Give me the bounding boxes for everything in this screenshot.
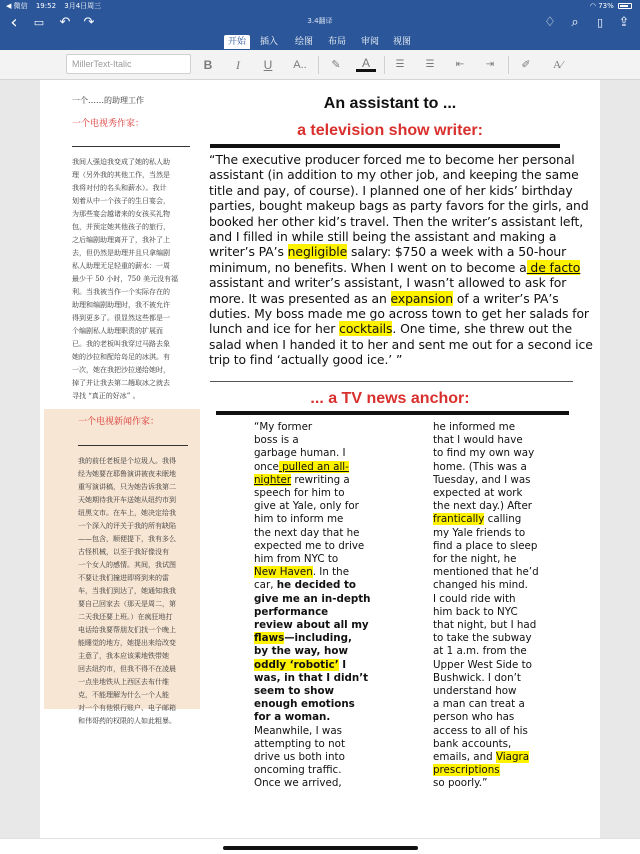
text-run: expected at work <box>433 487 523 500</box>
text-run: “The executive producer forced me to become her personal <box>209 152 575 167</box>
zh-line: 和伟哥药的权限的人如此粗暴。 <box>78 717 176 725</box>
battery-icon <box>618 3 632 9</box>
text-run: changed his mind. <box>433 579 528 592</box>
text-run: . One time, she threw out the <box>392 321 573 337</box>
font-color-icon[interactable]: A <box>356 56 376 72</box>
text-line <box>254 738 404 751</box>
highlighted-term: enough emotions <box>254 698 355 711</box>
highlighted-term: pulled an all- <box>278 460 349 473</box>
highlighted-term: for a woman. <box>254 711 331 724</box>
text-line <box>209 244 569 259</box>
toolbar-divider <box>318 56 319 74</box>
numbered-list-icon[interactable]: ☰ <box>425 59 435 70</box>
zh-line: 为那些宴会越诸来的女孩买礼物 <box>72 210 170 218</box>
text-run: speech for him to <box>254 487 345 500</box>
anchor-column-right <box>433 421 583 791</box>
section-rule <box>216 411 569 415</box>
text-run: once <box>254 460 279 473</box>
tab-insert[interactable]: 插入 <box>259 37 278 47</box>
zh-line: 能睡觉的地方，她提出来给改变 <box>78 639 176 647</box>
text-line <box>254 579 404 592</box>
text-line <box>254 461 404 474</box>
highlighted-term: New Haven <box>254 566 313 579</box>
share-icon[interactable]: ⇪ <box>618 15 630 30</box>
text-line <box>433 593 583 606</box>
text-run: access to all of his <box>433 724 528 737</box>
highlighted-term: negligible <box>287 244 348 260</box>
zh-line: 一个女人的感情。其间，我试图 <box>78 561 176 569</box>
text-line <box>433 645 583 658</box>
text-run: garbage human. I <box>254 447 346 460</box>
text-run: to take the subway <box>433 632 532 645</box>
zh-line: 我将对付的名头和薪水）。我计 <box>72 184 167 192</box>
ribbon-tabs <box>0 34 640 50</box>
text-line <box>254 447 404 460</box>
battery-percent: 73% <box>598 2 614 10</box>
text-line <box>433 751 583 764</box>
highlighted-term: review about all my <box>254 619 369 632</box>
text-run: Tuesday, and I was <box>433 473 531 486</box>
text-line <box>209 182 573 198</box>
text-line <box>433 474 583 487</box>
text-run: understand how <box>433 685 517 698</box>
highlighted-term: frantically <box>433 513 485 526</box>
anchor-column-left <box>254 421 404 791</box>
text-run: salad when I handed it to her and sent me out for a second ice <box>209 336 593 352</box>
text-line <box>254 606 404 619</box>
text-line <box>433 434 583 447</box>
text-line <box>254 632 404 645</box>
text-line <box>209 198 589 214</box>
italic-icon[interactable]: I <box>236 58 240 72</box>
text-line <box>433 606 583 619</box>
zh-heading-red: 一个电视秀作家： <box>72 119 145 129</box>
text-run: booked her other kid’s travel. Then the writer’s assistant left, <box>209 213 584 229</box>
text-line <box>433 777 583 790</box>
text-run: assistant and writer’s assistant, I wasn’t allowed to ask for <box>209 275 567 291</box>
highlighted-term: expansion <box>390 290 454 306</box>
text-run: salary: $750 a week with a 50-hour <box>347 244 567 260</box>
text-line <box>433 698 583 711</box>
status-bar <box>0 0 640 12</box>
text-line <box>254 698 404 711</box>
text-run: him from NYC to <box>254 553 339 566</box>
zh-translation-2 <box>78 455 196 728</box>
highlighted-term: seem to show <box>254 685 335 698</box>
text-line <box>433 764 583 777</box>
text-run: that I would have <box>433 434 523 447</box>
text-run: he informed me <box>433 421 516 433</box>
text-run: emails, and <box>433 751 496 764</box>
highlighted-term: was, in that I didn’t <box>254 671 369 684</box>
zh-heading-red-2: 一个电视新闻作家： <box>78 417 160 427</box>
text-run: him back to NYC <box>433 605 518 618</box>
zh-heading: 一个……的助理工作 <box>72 96 144 105</box>
text-line <box>209 213 584 229</box>
text-run: home. (This was a <box>433 460 527 473</box>
text-run: for the night, he <box>433 553 517 566</box>
highlighted-term: de facto <box>526 259 581 275</box>
text-run: give at Yale, only for <box>254 500 359 513</box>
toolbar-divider <box>384 56 385 74</box>
zh-line: 得到更多了。很显然这些都是一 <box>72 314 170 322</box>
zh-line: 古怪机械，以至于我好像没有 <box>78 548 169 556</box>
highlighted-term: flaws <box>254 632 285 645</box>
zh-line: 一次，她在我把沙拉递给她时， <box>72 366 170 374</box>
text-line <box>433 513 583 526</box>
text-line <box>254 527 404 540</box>
text-effects-icon[interactable]: A.. <box>293 59 307 71</box>
text-line <box>433 566 583 579</box>
wifi-icon: ◠ <box>589 2 596 10</box>
paragraph-format-icon[interactable]: ✐ <box>521 59 531 71</box>
text-run: rewriting a <box>291 473 350 486</box>
zh-line: 一个深入的评关于我的所有缺陷 <box>78 522 176 530</box>
text-line <box>433 725 583 738</box>
highlight-icon[interactable]: ✎ <box>331 59 341 71</box>
highlighted-term: Viagra <box>495 751 530 764</box>
text-line <box>254 500 404 513</box>
text-run: bank accounts, <box>433 737 512 750</box>
text-line <box>254 434 404 447</box>
text-run: him to inform me <box>254 513 344 526</box>
highlighted-term: —including, <box>284 632 352 645</box>
text-line <box>433 685 583 698</box>
text-line <box>209 352 569 367</box>
bold-icon[interactable]: B <box>203 58 213 72</box>
text-line <box>254 487 404 500</box>
zh-line: 已。我的老板叫我穿过马路去象 <box>72 340 170 348</box>
text-line <box>254 685 404 698</box>
text-run: at 1 a.m. from the <box>433 645 527 658</box>
zh-line: 车，当我们到达了，她通知我我 <box>78 587 176 595</box>
text-run: minimum, no benefits. When I went on to become a <box>209 259 527 275</box>
text-line <box>433 659 583 672</box>
text-line <box>433 619 583 632</box>
styles-icon[interactable]: A⁄ <box>553 59 563 71</box>
formatting-toolbar <box>0 50 640 80</box>
text-line <box>254 566 404 579</box>
text-run: assistant (in addition to my other job, and keeping the same <box>209 167 579 183</box>
section-title-anchor: ... a TV news anchor: <box>310 390 470 407</box>
redo-icon[interactable]: ↷ <box>83 15 95 30</box>
text-line <box>433 579 583 592</box>
text-line <box>254 421 404 434</box>
back-chevron-icon[interactable]: ‹ <box>10 12 18 33</box>
article-title: An assistant to ... <box>323 95 457 112</box>
text-run: Once we arrived, <box>254 777 342 790</box>
text-line <box>254 540 404 553</box>
text-line <box>433 672 583 685</box>
text-line <box>254 751 404 764</box>
zh-line: 包，并预定她其他孩子的旅行， <box>72 223 170 231</box>
text-line <box>254 672 404 685</box>
text-line <box>433 632 583 645</box>
highlighted-term: cocktails <box>339 321 393 337</box>
zh-translation-1 <box>72 156 190 403</box>
section-rule <box>210 144 560 148</box>
text-run: trip to find ‘actually good ice.’ ” <box>209 352 403 368</box>
lightbulb-icon[interactable]: ♢ <box>544 15 556 30</box>
font-name-field[interactable]: MillerText-Italic <box>66 54 191 74</box>
text-run: Meanwhile, I was <box>254 724 343 737</box>
text-run: and I filled in while still being the assistant and making a <box>209 229 557 245</box>
highlighted-term: I <box>338 658 347 671</box>
zh-line: 她的沙拉和配给岛足的冰淇。有 <box>72 353 170 361</box>
writer-paragraph <box>209 152 593 368</box>
zh-line: 划着从中一个孩子的生日宴会， <box>72 197 170 205</box>
zh-line: 电话给我要帮朋友们找一个晚上 <box>78 626 176 634</box>
zh-line: 个编剧私人助理职责的扩展而 <box>72 327 163 335</box>
text-line <box>433 540 583 553</box>
text-line <box>254 645 404 658</box>
text-run: so poorly.” <box>433 777 488 790</box>
divider <box>78 445 188 446</box>
zh-line: 去，但仍然是助理并且只拿编剧 <box>72 249 170 257</box>
app-header <box>0 0 640 50</box>
highlighted-term: prescriptions <box>433 764 500 777</box>
zh-line: 二天我还要上班。）在疯狂地打 <box>78 613 173 621</box>
zh-line: 要自己回家去（那天是周二，第 <box>78 600 176 608</box>
highlighted-term: oddly ‘robotic’ <box>254 658 339 671</box>
text-line <box>433 711 583 724</box>
toolbar-divider <box>508 56 509 74</box>
text-run: parties, bought makeup bags as party favors for the girls, and <box>209 198 589 214</box>
zh-line: 我间人强迫我变成了她的私人助 <box>72 158 170 166</box>
text-line <box>254 725 404 738</box>
text-run: a man can treat a <box>433 698 525 711</box>
text-line <box>209 152 575 167</box>
text-line <box>209 321 573 337</box>
zh-line: 克，不能理解为什么一个人能 <box>78 691 169 699</box>
zh-line: 理（另外我的其他工作，当然是 <box>72 171 170 179</box>
text-line <box>209 291 569 306</box>
text-run: expected me to drive <box>254 539 365 552</box>
text-run: my Yale friends to <box>433 526 526 539</box>
decrease-indent-icon[interactable]: ⇤ <box>455 59 465 70</box>
status-time: 19:52 <box>35 2 57 10</box>
text-run: . In the <box>312 566 350 579</box>
text-run: Bushwick. I don’t <box>433 671 521 684</box>
zh-line: 重写演讲稿，只为她告诉我第二 <box>78 483 176 491</box>
text-line <box>433 500 583 513</box>
text-line <box>209 259 581 275</box>
file-menu-icon[interactable]: ▭ <box>33 16 45 29</box>
text-run: calling <box>484 513 522 526</box>
tab-view[interactable]: 视图 <box>392 37 411 47</box>
text-line <box>433 527 583 540</box>
text-run: writer’s PA’s <box>209 244 288 260</box>
text-run: Upper West Side to <box>433 658 532 671</box>
text-line <box>433 487 583 500</box>
highlighted-term: give me an in-depth <box>254 592 371 605</box>
search-icon[interactable]: ⌕ <box>571 15 579 30</box>
text-line <box>433 447 583 460</box>
text-line <box>254 553 404 566</box>
text-run: find a place to sleep <box>433 539 538 552</box>
text-line <box>433 553 583 566</box>
divider <box>72 146 190 147</box>
text-run: attempting to not <box>254 737 345 750</box>
highlighted-term: by the way, how <box>254 645 348 658</box>
app-toolbar <box>0 12 640 34</box>
zh-line: 一点坐地铁从上西区去布什维 <box>78 678 169 686</box>
mobile-view-icon[interactable]: ▯ <box>596 16 604 29</box>
status-date: 3月4日周三 <box>64 2 102 10</box>
text-line <box>254 619 404 632</box>
zh-line: 不要让我们撞进即将到来的雷 <box>78 574 169 582</box>
bullet-list-icon[interactable]: ☰ <box>395 59 405 70</box>
text-run: “My former <box>254 421 313 433</box>
text-run: boss is a <box>254 434 299 447</box>
back-to-app-link[interactable]: ◀ 微信 <box>6 2 28 10</box>
zh-line: 主意了，我本应该乘地铁带她 <box>78 652 169 660</box>
text-line <box>254 711 404 724</box>
text-line <box>433 461 583 474</box>
zh-line: 利。当我被当作一个实际存在的 <box>72 288 170 296</box>
zh-line: 之后编剧助理离开了，我补了上 <box>72 236 170 244</box>
zh-line: 纽黑文市。在车上，她决定给我 <box>78 509 176 517</box>
tab-draw[interactable]: 绘图 <box>294 37 313 47</box>
text-line <box>254 593 404 606</box>
text-line <box>433 738 583 751</box>
zh-line: 回去纽约市，但我不得不在凌晨 <box>78 665 176 673</box>
text-run: drive us both into <box>254 751 345 764</box>
highlighted-term: he decided to <box>276 579 356 592</box>
text-run: the next day.) After <box>433 500 533 513</box>
highlighted-term: nighter <box>254 473 292 486</box>
text-run: mentioned that he’d <box>433 566 539 579</box>
document-title: 3.4翻译 <box>307 17 333 25</box>
text-line <box>254 764 404 777</box>
increase-indent-icon[interactable]: ⇥ <box>485 59 495 70</box>
highlighted-term: performance <box>254 605 329 618</box>
text-line <box>209 275 569 290</box>
zh-line: 助理和编剧助理时，我不被允许 <box>72 301 170 309</box>
zh-line: 对一个有他银行账户、电子邮箱 <box>78 704 176 712</box>
tab-review[interactable]: 审阅 <box>360 37 379 47</box>
text-line <box>209 306 589 322</box>
undo-icon[interactable]: ↶ <box>59 15 71 30</box>
text-run: that night, but I had <box>433 619 537 632</box>
home-indicator[interactable] <box>223 846 418 850</box>
zh-line: 寻找 “真正的好冰” 。 <box>72 392 140 400</box>
zh-line: 最少干 50 小时，750 美元没有福 <box>72 275 178 283</box>
text-line <box>254 777 404 790</box>
text-run: oncoming traffic. <box>254 764 342 777</box>
text-run: the next day that he <box>254 526 360 539</box>
text-run: title and pay, of course). I planned one of her kids’ birthday <box>209 182 573 198</box>
text-run: person who has <box>433 711 515 724</box>
text-line <box>209 229 569 244</box>
text-run: to find my own way <box>433 447 535 460</box>
text-run: I could ride with <box>433 592 516 605</box>
text-line <box>433 421 583 434</box>
text-line <box>254 513 404 526</box>
section-title-writer: a television show writer: <box>297 122 483 139</box>
text-line <box>254 659 404 672</box>
text-run: more. It was presented as an <box>209 290 391 306</box>
zh-line: ——包含，顺便提下，我有多么 <box>78 535 176 543</box>
zh-line: 私人助理无足轻重的薪水：一周 <box>72 262 170 270</box>
section-divider <box>210 381 573 382</box>
text-run: of a writer’s PA’s <box>453 290 559 306</box>
text-run: duties. My boss made me go across town to get her salads for <box>209 306 589 322</box>
tab-home[interactable]: 开始 <box>224 35 250 49</box>
text-run: lunch and ice for her <box>209 321 340 337</box>
underline-icon[interactable]: U <box>263 58 273 72</box>
text-line <box>254 474 404 487</box>
text-line <box>209 167 579 183</box>
zh-line: 经为她要在耶鲁演讲被夜未眠地 <box>78 470 176 478</box>
zh-line: 我的前任老板是个垃圾人。我得 <box>78 457 176 465</box>
zh-line: 天她期待我开车送她从纽约市到 <box>78 496 176 504</box>
text-run: car, <box>254 579 277 592</box>
tab-layout[interactable]: 布局 <box>327 37 346 47</box>
zh-line: 掉了并让我去第二趟取冰之就去 <box>72 379 170 387</box>
text-line <box>209 336 593 352</box>
